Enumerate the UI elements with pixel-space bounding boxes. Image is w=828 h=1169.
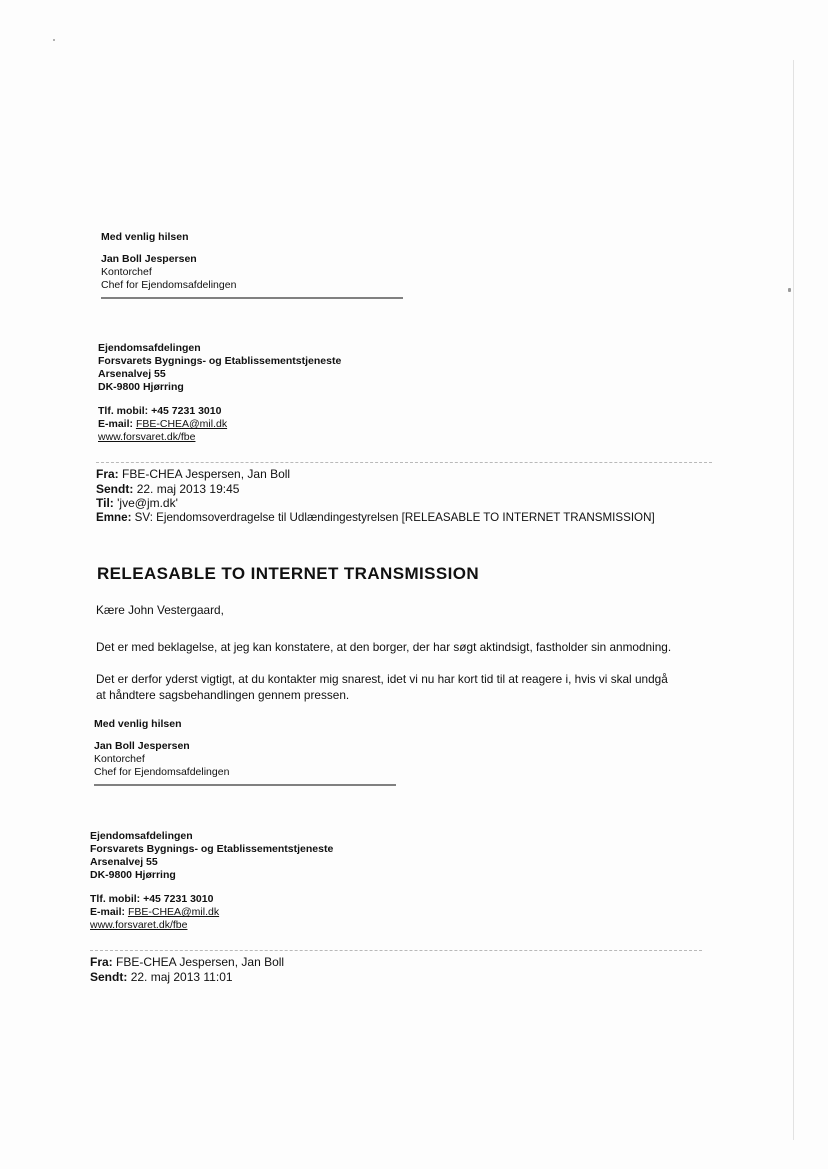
- organization: Forsvarets Bygnings- og Etablissementstjeneste: [98, 355, 342, 367]
- paragraph-2-line-1: Det er derfor yderst vigtigt, at du kontakter mig snarest, idet vi nu har kort tid til at reagere i, hvis vi skal undgå: [96, 672, 668, 686]
- department: Ejendomsafdelingen: [90, 830, 193, 842]
- department: Ejendomsafdelingen: [98, 342, 201, 354]
- street: Arsenalvej 55: [98, 368, 166, 380]
- signature-rule: [94, 784, 396, 786]
- scan-speck: [53, 39, 55, 41]
- email-link[interactable]: FBE-CHEA@mil.dk: [127, 906, 220, 918]
- scan-speck: [788, 288, 791, 292]
- scan-edge-line: [793, 60, 794, 1140]
- email-label: E-mail:: [90, 906, 126, 918]
- sent-label: Sendt:: [90, 969, 128, 984]
- from-value: FBE-CHEA Jespersen, Jan Boll: [116, 955, 285, 969]
- phone: Tlf. mobil: +45 7231 3010: [90, 893, 214, 905]
- signer-name: Jan Boll Jespersen: [94, 740, 190, 752]
- email-link[interactable]: FBE-CHEA@mil.dk: [135, 418, 228, 430]
- greeting: Med venlig hilsen: [94, 718, 182, 730]
- sent-value: 22. maj 2013 11:01: [130, 969, 233, 984]
- street: Arsenalvej 55: [90, 856, 158, 868]
- email-header-1: [96, 467, 655, 525]
- city: DK-9800 Hjørring: [90, 869, 176, 881]
- sent-label: Sendt:: [96, 481, 134, 496]
- paragraph-1: Det er med beklagelse, at jeg kan konstatere, at den borger, der har søgt aktindsigt, fastholder sin anmodning.: [96, 640, 672, 654]
- from-value: FBE-CHEA Jespersen, Jan Boll: [122, 467, 291, 481]
- header-separator: [90, 950, 702, 951]
- email-label: E-mail:: [98, 418, 134, 430]
- signature-rule: [101, 297, 403, 299]
- to-label: Til:: [96, 496, 114, 510]
- email-header-2: [90, 955, 284, 984]
- greeting: Med venlig hilsen: [101, 231, 189, 243]
- signer-name: Jan Boll Jespersen: [101, 253, 197, 265]
- from-label: Fra:: [90, 955, 113, 969]
- from-label: Fra:: [96, 467, 119, 481]
- web-link[interactable]: www.forsvaret.dk/fbe: [98, 431, 196, 443]
- paragraph-2-line-2: at håndtere sagsbehandlingen gennem pressen.: [96, 688, 350, 702]
- signer-title: Kontorchef: [94, 753, 145, 765]
- address-block-top: [98, 342, 341, 444]
- release-title: RELEASABLE TO INTERNET TRANSMISSION: [97, 564, 480, 583]
- signature-bottom: [94, 718, 396, 786]
- sent-value: 22. maj 2013 19:45: [136, 481, 240, 496]
- signer-title: Kontorchef: [101, 266, 152, 278]
- web-link[interactable]: www.forsvaret.dk/fbe: [90, 919, 188, 931]
- subject-label: Emne:: [96, 510, 132, 524]
- signer-role: Chef for Ejendomsafdelingen: [101, 279, 237, 291]
- address-block-bottom: [90, 830, 333, 932]
- organization: Forsvarets Bygnings- og Etablissementstjeneste: [90, 843, 334, 855]
- signature-top: [101, 231, 403, 299]
- to-value: 'jve@jm.dk': [117, 496, 178, 510]
- salutation: Kære John Vestergaard,: [96, 603, 224, 617]
- city: DK-9800 Hjørring: [98, 381, 184, 393]
- phone: Tlf. mobil: +45 7231 3010: [98, 405, 222, 417]
- signer-role: Chef for Ejendomsafdelingen: [94, 766, 230, 778]
- header-separator: [96, 462, 712, 463]
- subject-value: SV: Ejendomsoverdragelse til Udlændingestyrelsen [RELEASABLE TO INTERNET TRANSMISSION]: [134, 510, 655, 524]
